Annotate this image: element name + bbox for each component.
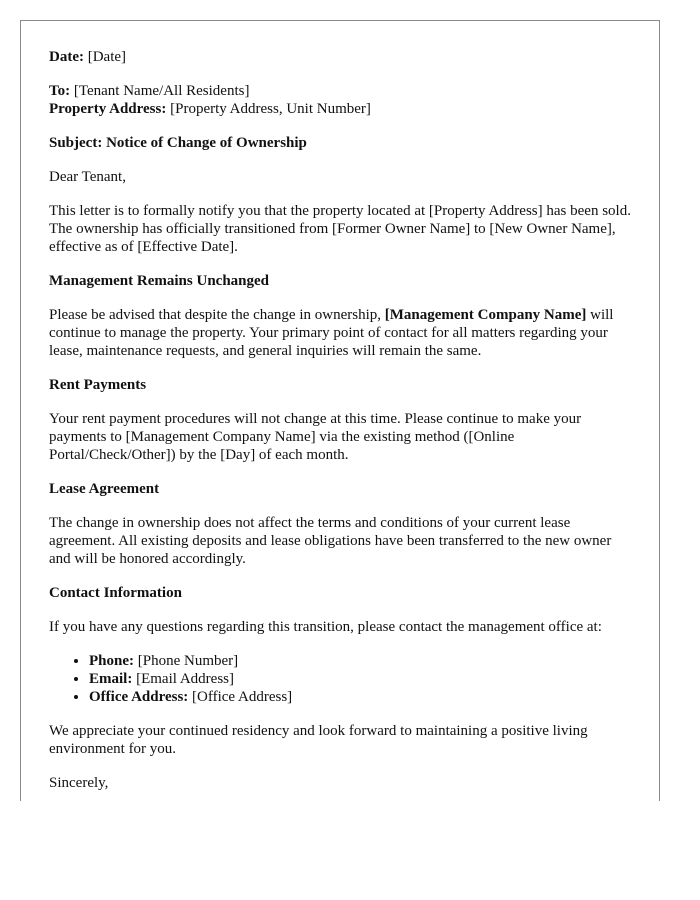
letter-content: [49, 48, 633, 801]
rent-paragraph: Your rent payment procedures will not change at this time. Please continue to make your payments to [Management Company Name] via the existing method ([Online Portal/Check/Other]) by the [Day] of each month.: [49, 411, 582, 463]
intro-paragraph: This letter is to formally notify you that the property located at [Property Address] has been sold. The ownership has officially transitioned from [Former Owner Name] to [New Owner Name], effective as of [Effective Date].: [49, 203, 631, 255]
management-heading: Management Remains Unchanged: [49, 273, 269, 289]
management-text-before: Please be advised that despite the change in ownership,: [49, 307, 385, 323]
email-label: Email:: [89, 671, 133, 687]
office-address-label: Office Address:: [89, 689, 189, 705]
phone-value: [Phone Number]: [134, 653, 239, 669]
contact-item-office: [89, 688, 633, 706]
to-line: [49, 82, 633, 100]
date-line: [49, 48, 633, 66]
rent-heading: Rent Payments: [49, 377, 147, 393]
email-value: [Email Address]: [132, 671, 234, 687]
lease-paragraph: The change in ownership does not affect the terms and conditions of your current lease agreement. All existing deposits and lease obligations have been transferred to the new owner and will be honored accordingly.: [49, 515, 612, 567]
subject-text: Subject: Notice of Change of Ownership: [49, 135, 307, 151]
management-company: [Management Company Name]: [384, 307, 587, 323]
phone-label: Phone:: [89, 653, 134, 669]
lease-heading: Lease Agreement: [49, 481, 160, 497]
signoff: Sincerely,: [49, 775, 109, 791]
management-text-after: will continue to manage the property. Your primary point of contact for all matters regarding your lease, maintenance requests, and general inquiries will remain the same.: [49, 307, 614, 359]
contact-item-phone: [89, 652, 633, 670]
contact-heading: Contact Information: [49, 585, 182, 601]
office-address-value: [Office Address]: [188, 689, 293, 705]
management-paragraph: [49, 306, 633, 360]
property-address-label: Property Address:: [49, 101, 167, 117]
subject-line: [49, 134, 633, 152]
to-label: To:: [49, 83, 71, 99]
property-address-line: [49, 100, 633, 118]
contact-paragraph: If you have any questions regarding this transition, please contact the management office at:: [49, 619, 602, 635]
date-label: Date:: [49, 49, 84, 65]
contact-list: [49, 652, 633, 706]
contact-item-email: [89, 670, 633, 688]
closing-paragraph: We appreciate your continued residency and look forward to maintaining a positive living environment for you.: [49, 723, 588, 757]
to-value: [Tenant Name/All Residents]: [70, 83, 250, 99]
date-value: [Date]: [83, 49, 127, 65]
recipient-block: [49, 82, 633, 118]
greeting: Dear Tenant,: [49, 169, 126, 185]
letter-page: [20, 20, 660, 801]
property-address-value: [Property Address, Unit Number]: [166, 101, 371, 117]
